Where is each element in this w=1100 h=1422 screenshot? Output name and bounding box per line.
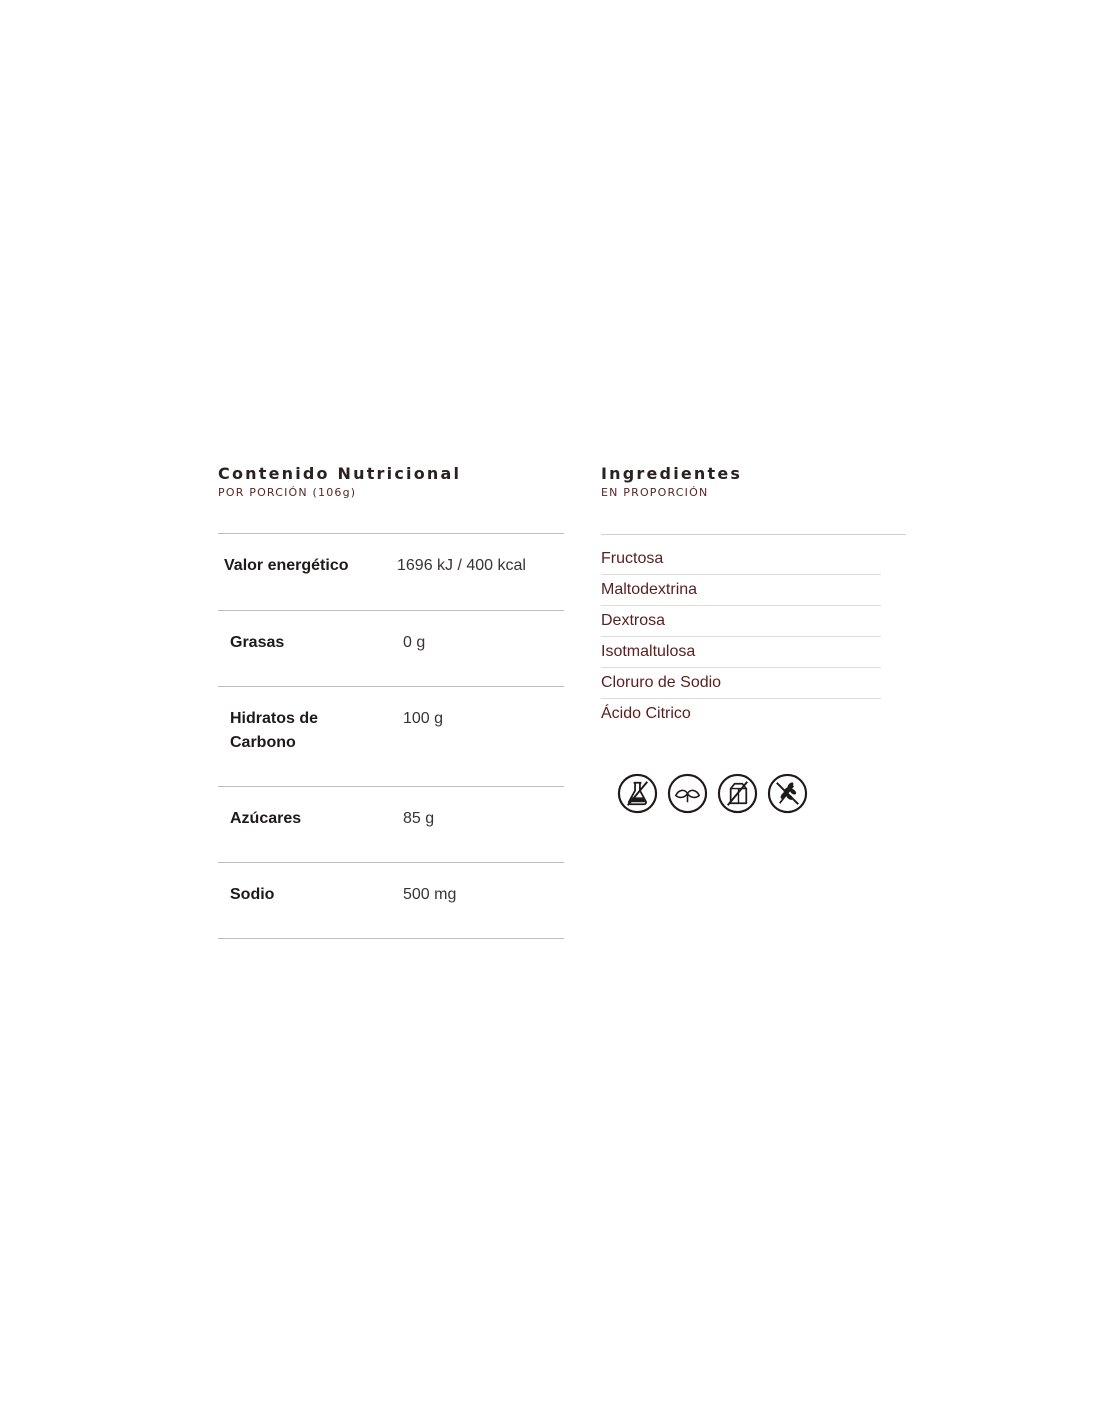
nutrition-row-value: 85 g bbox=[403, 810, 435, 827]
nutrition-row-label: Hidratos de Carbono bbox=[230, 710, 319, 751]
nutrition-row-value: 100 g bbox=[403, 710, 444, 727]
ingredient-item: Isotmaltulosa bbox=[601, 637, 881, 668]
ingredients-list bbox=[601, 544, 881, 729]
nutrition-row-sugars bbox=[218, 787, 564, 863]
ingredients-title: Ingredientes bbox=[601, 464, 743, 483]
nutrition-row-label: Sodio bbox=[230, 886, 275, 903]
nutrition-table bbox=[218, 533, 564, 939]
nutrition-subtitle: POR PORCIÓN (106g) bbox=[218, 486, 357, 499]
no-lactose-icon bbox=[717, 773, 758, 814]
ingredient-item: Dextrosa bbox=[601, 606, 881, 637]
ingredients-section bbox=[601, 463, 906, 722]
ingredients-subtitle: EN PROPORCIÓN bbox=[601, 486, 709, 499]
nutrition-row-fat bbox=[218, 611, 564, 687]
nutrition-title: Contenido Nutricional bbox=[218, 464, 462, 483]
nutrition-row-value: 0 g bbox=[403, 634, 426, 651]
nutrition-row-label: Valor energético bbox=[224, 557, 349, 574]
product-badges bbox=[617, 773, 808, 815]
nutrition-row-value: 1696 kJ / 400 kcal bbox=[397, 557, 526, 574]
nutrition-row-energy bbox=[218, 534, 564, 611]
nutrition-row-value: 500 mg bbox=[403, 886, 457, 903]
nutrition-row-label: Azúcares bbox=[230, 810, 302, 827]
ingredients-divider bbox=[601, 534, 906, 535]
no-chemicals-icon bbox=[617, 773, 658, 814]
vegan-leaf-icon bbox=[667, 773, 708, 814]
nutrition-row-sodium bbox=[218, 863, 564, 939]
ingredient-item: Maltodextrina bbox=[601, 575, 881, 606]
ingredient-item: Cloruro de Sodio bbox=[601, 668, 881, 699]
nutrition-row-label: Grasas bbox=[230, 634, 285, 651]
gluten-free-icon bbox=[767, 773, 808, 814]
ingredient-item: Fructosa bbox=[601, 544, 881, 575]
ingredient-item: Ácido Citrico bbox=[601, 705, 691, 722]
nutrition-section bbox=[218, 463, 564, 903]
nutrition-row-carbs bbox=[218, 687, 564, 787]
